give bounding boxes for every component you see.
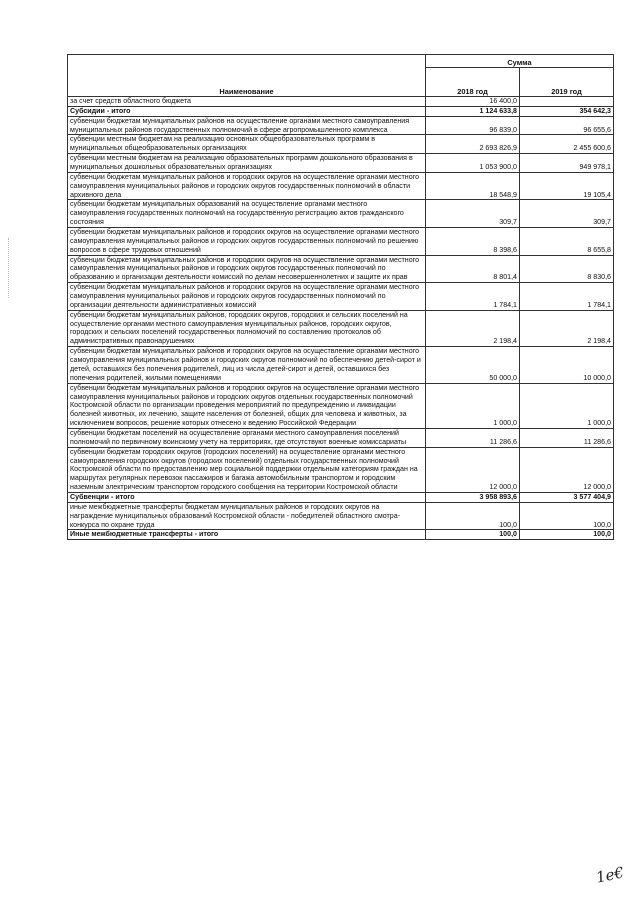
row-name: Иные межбюджетные трансферты - итого: [68, 530, 426, 540]
row-value-2018: 1 000,0: [426, 383, 520, 428]
row-value-2018: 11 286,6: [426, 428, 520, 447]
row-name: Субвенции - итого: [68, 492, 426, 502]
table-body: [68, 97, 614, 540]
row-name: субвенции бюджетам городских округов (городских поселений) на осуществление органами местного самоуправления городских округов (городских поселений) отдельных государственных полномочий Костромской области по предоставлению мер социальной поддержки отдельным категориям граждан на маршрутах регулярных перевозок пассажиров и багажа автомобильным транспортом и городским наземным электрическим транспортом городского сообщения на территории Костромской области: [68, 447, 426, 492]
header-year-2018: 2018 год: [426, 68, 520, 97]
row-value-2019: 949 978,1: [520, 154, 614, 173]
table-row: [68, 172, 614, 200]
row-value-2019: 11 286,6: [520, 428, 614, 447]
row-value-2019: 3 577 404,9: [520, 492, 614, 502]
table-row: [68, 255, 614, 283]
row-value-2019: 2 198,4: [520, 310, 614, 346]
row-value-2019: 8 830,6: [520, 255, 614, 283]
row-value-2019: 309,7: [520, 200, 614, 228]
row-name: субвенции местным бюджетам на реализацию основных общеобразовательных программ в муниципальных общеобразовательных организациях: [68, 135, 426, 154]
row-name: субвенции бюджетам муниципальных районов на осуществление органами местного самоуправления муниципальных районов государственных полномочий в сфере агропромышленного комплекса: [68, 116, 426, 135]
row-value-2019: 1 000,0: [520, 383, 614, 428]
row-name: субвенции бюджетам муниципальных районов и городских округов на осуществление органами местного самоуправления муниципальных районов и городских округов государственных полномочий в области архивного дела: [68, 172, 426, 200]
table-row: [68, 97, 614, 107]
table-total-row: [68, 106, 614, 116]
row-value-2019: 354 642,3: [520, 106, 614, 116]
table-total-row: [68, 530, 614, 540]
row-value-2019: 12 000,0: [520, 447, 614, 492]
row-value-2019: 10 000,0: [520, 347, 614, 383]
row-name: субвенции бюджетам муниципальных районов и городских округов на осуществление органами местного самоуправления муниципальных районов и городских округов полномочий по обеспечению детей-сирот и детей, оставшихся без попечения родителей, лиц из числа детей-сирот и детей, оставшихся без попечения родителей, жилыми помещениями: [68, 347, 426, 383]
row-name: субвенции бюджетам муниципальных районов и городских округов на осуществление органами местного самоуправления муниципальных районов и городских округов государственных полномочий по организации деятельности административных комиссий: [68, 283, 426, 311]
row-value-2019: 8 655,8: [520, 228, 614, 256]
table-row: [68, 447, 614, 492]
table-row: [68, 347, 614, 383]
header-row-1: [68, 55, 614, 68]
table-row: [68, 228, 614, 256]
row-value-2018: 1 784,1: [426, 283, 520, 311]
budget-table: [67, 54, 614, 540]
row-value-2018: 8 398,6: [426, 228, 520, 256]
table-row: [68, 310, 614, 346]
row-value-2018: 1 124 633,8: [426, 106, 520, 116]
row-value-2019: 1 784,1: [520, 283, 614, 311]
row-value-2019: [520, 97, 614, 107]
row-name: субвенции бюджетам муниципальных образований на осуществление органами местного самоуправления государственных полномочий на государственную регистрацию актов гражданского состояния: [68, 200, 426, 228]
handwritten-page-number: 1e€: [594, 863, 626, 887]
table-row: [68, 383, 614, 428]
margin-marks: [8, 238, 10, 298]
table-row: [68, 116, 614, 135]
row-value-2018: 1 053 900,0: [426, 154, 520, 173]
row-value-2018: 12 000,0: [426, 447, 520, 492]
row-value-2018: 100,0: [426, 530, 520, 540]
row-value-2018: 309,7: [426, 200, 520, 228]
table-row: [68, 283, 614, 311]
row-name: субвенции бюджетам муниципальных районов и городских округов на осуществление органами местного самоуправления муниципальных районов и городских округов отдельных государственных полномочий Костромской области по организации проведения мероприятий по предупреждению и ликвидации болезней животных, их лечению, защите населения от болезней, общих для человека и животных, за исключением вопросов, решение которых отнесено к ведению Российской Федерации: [68, 383, 426, 428]
table-total-row: [68, 492, 614, 502]
row-value-2019: 19 105,4: [520, 172, 614, 200]
row-name: Субсидии - итого: [68, 106, 426, 116]
row-name: субвенции бюджетам муниципальных районов, городских округов, городских и сельских поселений на осуществление органами местного самоуправления муниципальных районов, городских округов, городских и сельских поселений государственных полномочий по составлению протоколов об административных правонарушениях: [68, 310, 426, 346]
row-value-2019: 2 455 600,6: [520, 135, 614, 154]
header-year-2019: 2019 год: [520, 68, 614, 97]
row-name: за счет средств областного бюджета: [68, 97, 426, 107]
row-value-2019: 100,0: [520, 502, 614, 530]
row-name: иные межбюджетные трансферты бюджетам муниципальных районов и городских округов на награждение муниципальных образований Костромской области - победителей областного смотра-конкурса по охране труда: [68, 502, 426, 530]
row-name: субвенции местным бюджетам на реализацию образовательных программ дошкольного образования в муниципальных дошкольных образовательных организациях: [68, 154, 426, 173]
table-row: [68, 200, 614, 228]
row-value-2019: 96 655,6: [520, 116, 614, 135]
row-value-2018: 100,0: [426, 502, 520, 530]
row-value-2018: 16 400,0: [426, 97, 520, 107]
row-name: субвенции бюджетам муниципальных районов и городских округов на осуществление органами местного самоуправления муниципальных районов и городских округов государственных полномочий по решению вопросов в сфере трудовых отношений: [68, 228, 426, 256]
row-name: субвенции бюджетам муниципальных районов и городских округов на осуществление органами местного самоуправления муниципальных районов и городских округов государственных полномочий по образованию и организации деятельности комиссий по делам несовершеннолетних и защите их прав: [68, 255, 426, 283]
header-sum: Сумма: [426, 55, 614, 68]
row-value-2018: 50 000,0: [426, 347, 520, 383]
row-value-2018: 18 548,9: [426, 172, 520, 200]
row-value-2019: 100,0: [520, 530, 614, 540]
table-row: [68, 428, 614, 447]
table-row: [68, 154, 614, 173]
row-name: субвенции бюджетам поселений на осуществление органами местного самоуправления поселений полномочий по первичному воинскому учету на территориях, где отсутствуют военные комиссариаты: [68, 428, 426, 447]
row-value-2018: 2 693 826,9: [426, 135, 520, 154]
row-value-2018: 2 198,4: [426, 310, 520, 346]
header-name: Наименование: [68, 55, 426, 97]
table-row: [68, 135, 614, 154]
row-value-2018: 3 958 893,6: [426, 492, 520, 502]
table-row: [68, 502, 614, 530]
row-value-2018: 8 801,4: [426, 255, 520, 283]
row-value-2018: 96 839,0: [426, 116, 520, 135]
